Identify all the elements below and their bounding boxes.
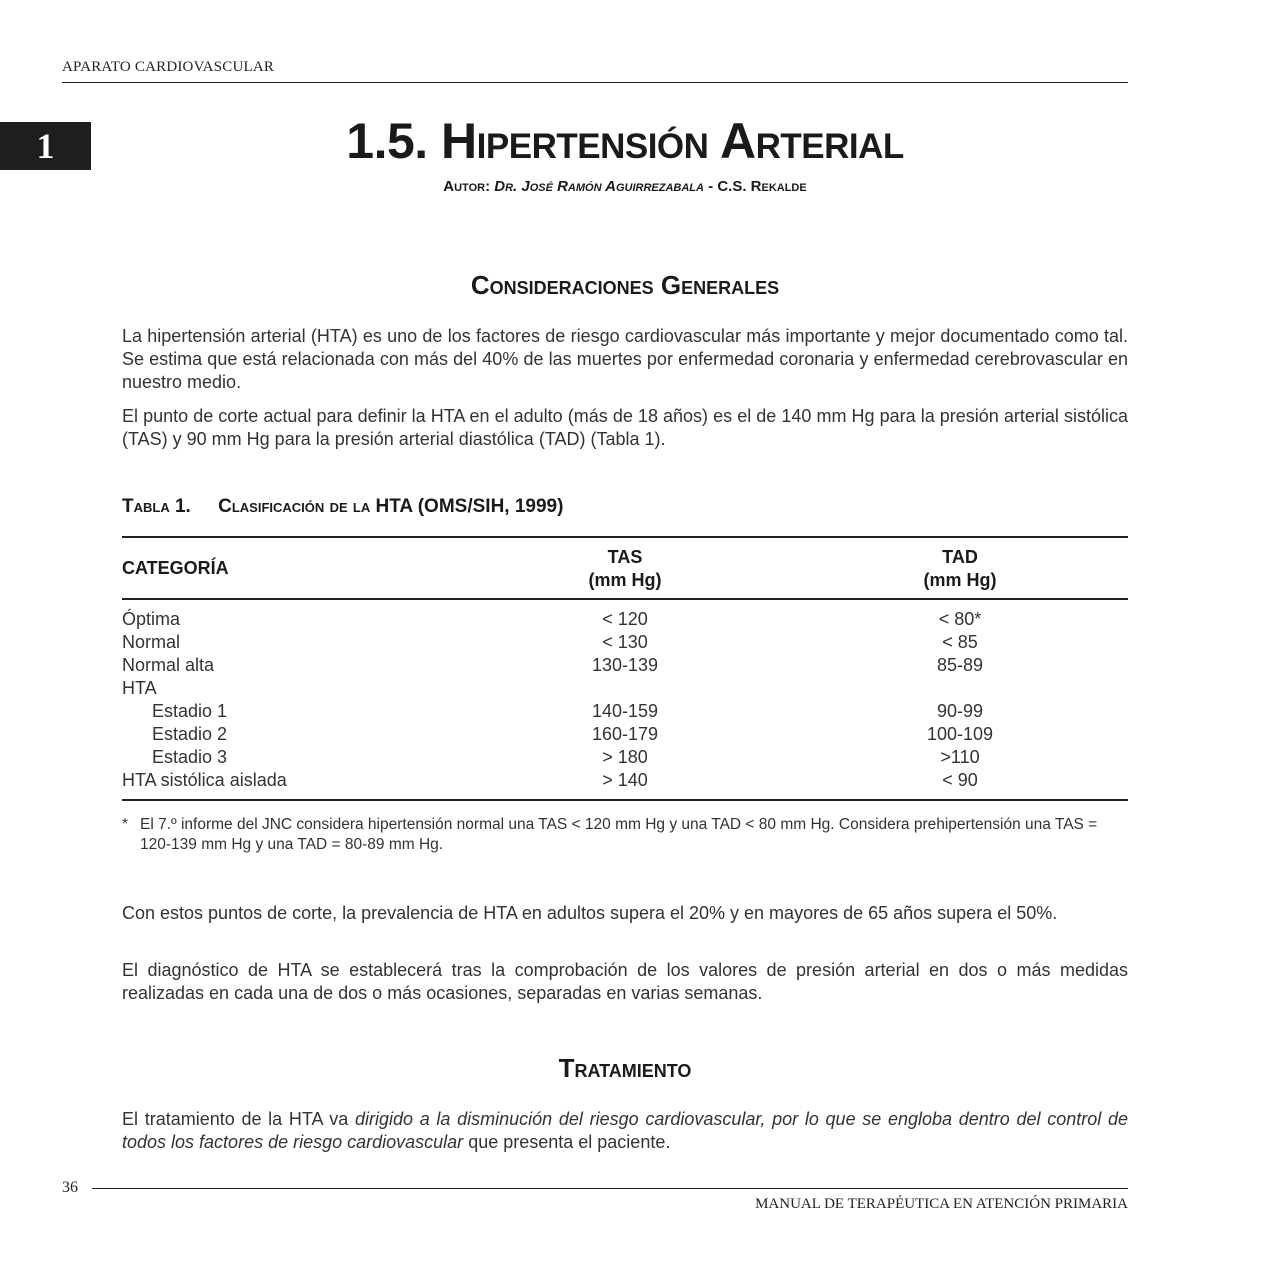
author-label: Autor: <box>443 178 491 195</box>
table-row <box>122 678 1128 701</box>
paragraph: Con estos puntos de corte, la prevalencia de HTA en adultos supera el 20% y en mayores de 65 años supera el 50%. <box>122 903 1058 923</box>
cell-tas: 130-139 <box>591 655 659 675</box>
cell-tas: < 130 <box>602 632 648 652</box>
paragraph: La hipertensión arterial (HTA) es uno de los factores de riesgo cardiovascular más importante y mejor documentado como tal. Se estima que está relacionada con más del 40% de las muertes por enfermedad coronaria y enfermedad cerebrovascular en nuestro medio. <box>122 326 1128 392</box>
page-number: 36 <box>62 1179 78 1196</box>
cell-category: HTA sistólica aislada <box>122 770 287 790</box>
treatment-text-start: El tratamiento de la HTA va <box>122 1109 355 1129</box>
cell-tad: < 85 <box>942 632 978 652</box>
cell-tas: > 180 <box>602 747 648 767</box>
cell-tad: < 90 <box>942 770 978 790</box>
cell-tas: > 140 <box>602 770 648 790</box>
cell-tad: 90-99 <box>936 701 984 721</box>
table-header-tas-unit: (mm Hg) <box>588 570 662 590</box>
cell-tad: 85-89 <box>936 655 984 675</box>
table-row <box>122 655 1128 678</box>
table-caption-number: Tabla 1. <box>122 496 191 517</box>
paragraph-treatment <box>122 1108 1128 1154</box>
cell-tas: < 120 <box>602 609 648 629</box>
cell-category: Estadio 2 <box>152 724 228 744</box>
cell-category: Óptima <box>122 609 181 629</box>
treatment-text-end: que presenta el paciente. <box>463 1132 671 1152</box>
chapter-number-tab: 1 <box>0 122 91 170</box>
footnote-text: El 7.º informe del JNC considera hipertensión normal una TAS < 120 mm Hg y una TAD < 80 mm Hg. Considera prehipertensión una TAS = 120-139 mm Hg y una TAD = 80-89 mm Hg. <box>140 816 1098 853</box>
author-line <box>122 178 1128 195</box>
cell-tas: 140-159 <box>591 701 659 721</box>
cell-category: HTA <box>122 678 157 698</box>
table-header-category: CATEGORÍA <box>122 558 229 578</box>
table-bottom-rule <box>122 799 1128 801</box>
section-heading-treatment: Tratamiento <box>558 1053 692 1083</box>
table-footnote <box>122 815 1128 855</box>
table-header-tad-unit: (mm Hg) <box>923 570 997 590</box>
table-header-tad-label: TAD <box>942 547 978 567</box>
cell-category: Estadio 3 <box>152 747 228 767</box>
header-divider <box>62 82 1128 83</box>
table-header-tad <box>860 546 1060 592</box>
cell-category: Normal alta <box>122 655 215 675</box>
table-caption-prefix: Clasificación de la <box>218 496 371 517</box>
author-name: Dr. José Ramón Aguirrezabala <box>494 178 704 195</box>
cell-tas: 160-179 <box>591 724 659 744</box>
cell-category: Normal <box>122 632 181 652</box>
running-footer: MANUAL DE TERAPÉUTICA EN ATENCIÓN PRIMARIA <box>755 1196 1128 1212</box>
table-top-rule <box>122 536 1128 538</box>
table-row <box>122 747 1128 770</box>
author-affiliation: C.S. Rekalde <box>717 178 807 195</box>
page-title: 1.5. Hipertensión Arterial <box>346 113 904 169</box>
cell-tad: >110 <box>940 747 980 767</box>
section-heading-general: Consideraciones Generales <box>470 270 780 300</box>
table-row <box>122 724 1128 747</box>
cell-category: Estadio 1 <box>152 701 228 721</box>
cell-tad: < 80* <box>938 609 982 629</box>
running-header: APARATO CARDIOVASCULAR <box>62 59 275 75</box>
table-row <box>122 632 1128 655</box>
paragraph: El diagnóstico de HTA se establecerá tras la comprobación de los valores de presión arterial en dos o más medidas realizadas en cada una de dos o más ocasiones, separadas en varias semanas. <box>122 960 1128 1003</box>
footer-divider <box>92 1188 1128 1189</box>
table-caption-rest: HTA (OMS/SIH, 1999) <box>375 496 564 517</box>
treatment-text-italic: dirigido a la disminución del riesgo cardiovascular, por lo que se engloba dentro del control de todos los factores de riesgo cardiovascular <box>122 1109 1128 1152</box>
table-row <box>122 770 1128 793</box>
paragraph: El punto de corte actual para definir la HTA en el adulto (más de 18 años) es el de 140 mm Hg para la presión arterial sistólica (TAS) y 90 mm Hg para la presión arterial diastólica (TAD) (Tabla 1). <box>122 406 1128 449</box>
table-header-tas <box>525 546 725 592</box>
table-caption <box>122 496 563 518</box>
table-row <box>122 609 1128 632</box>
table-header-tas-label: TAS <box>607 547 643 567</box>
cell-tad: 100-109 <box>926 724 994 744</box>
author-separator: - <box>708 178 714 195</box>
table-header-rule <box>122 598 1128 600</box>
footnote-mark: * <box>122 816 129 833</box>
table-row <box>122 701 1128 724</box>
